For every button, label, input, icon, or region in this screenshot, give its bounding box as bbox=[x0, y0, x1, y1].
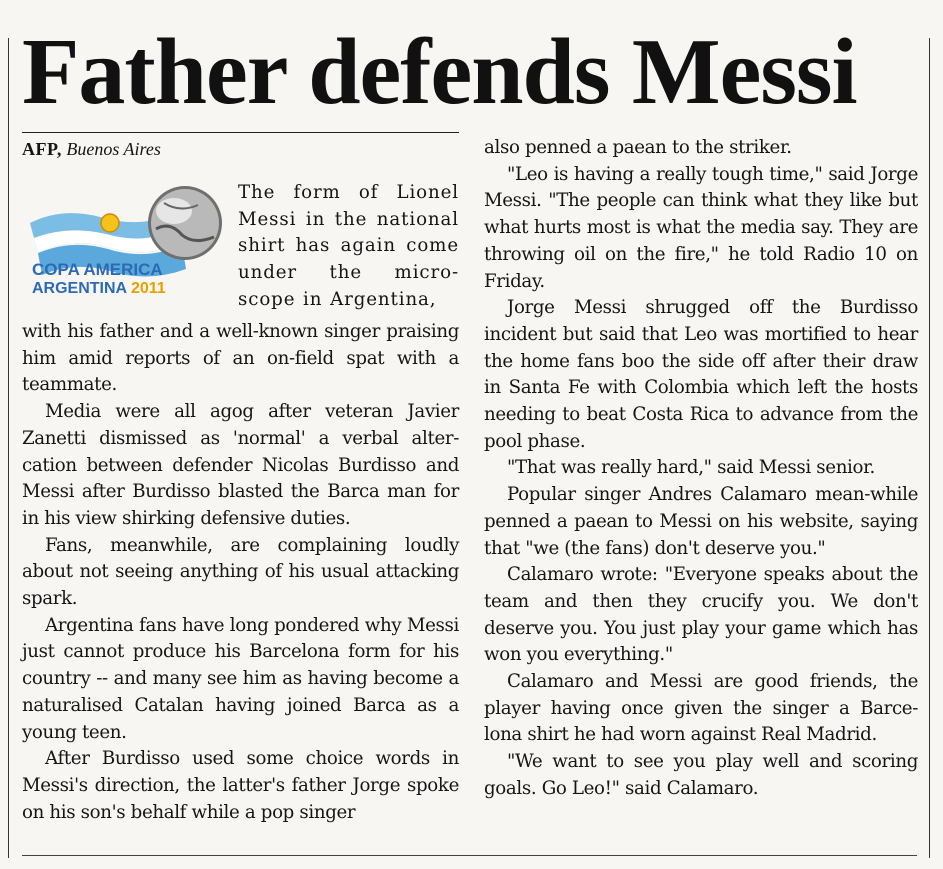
right-border bbox=[929, 38, 930, 858]
logo-line2-prefix: ARGENTINA bbox=[32, 280, 131, 297]
paragraph-5-cont: also penned a paean to the striker. bbox=[484, 137, 792, 158]
bottom-divider bbox=[22, 855, 917, 856]
paragraph-1-top: The form of Lionel Messi in the national shirt has again come under the micro-scope in Argentina, bbox=[238, 182, 459, 310]
paragraph-2: Media were all agog after veteran Javier Zanetti dismissed as 'normal' a verbal alter-cation between defender Nicolas Burdisso and Messi after Burdisso blasted the Barca man for in his view shirking defensive duties. bbox=[22, 401, 459, 529]
column-2 bbox=[484, 135, 918, 803]
paragraph-1-rest: with his father and a well-known singer praising him amid reports of an on-field spat with a teammate. bbox=[22, 321, 459, 396]
byline-divider bbox=[22, 132, 459, 133]
paragraph-3: Fans, meanwhile, are complaining loudly about not seeing anything of his usual attacking spark. bbox=[22, 534, 459, 610]
byline-place: Buenos Aires bbox=[66, 139, 161, 159]
headline: Father defends Messi bbox=[22, 20, 857, 124]
paragraph-9: Popular singer Andres Calamaro mean-while penned a paean to Messi on his website, saying that "we (the fans) don't deserve you." bbox=[484, 484, 918, 559]
lead-paragraph-top bbox=[238, 180, 459, 314]
logo-year: 2011 bbox=[130, 280, 166, 297]
paragraph-5: After Burdisso used some choice words in Messi's direction, the latter's father Jorge spoke on his son's behalf while a pop singer bbox=[22, 748, 459, 823]
paragraph-6: "Leo is having a really tough time," said Jorge Messi. "The people can think what they like but what hurts most is what the media say. They are throwing oil on the fire," he told Radio 10 on Friday. bbox=[484, 163, 918, 292]
column-1 bbox=[22, 319, 459, 826]
byline-agency: AFP, bbox=[22, 139, 62, 159]
paragraph-11: Calamaro and Messi are good friends, the player having once given the singer a Barce-lona shirt he had worn against Real Madrid. bbox=[484, 671, 918, 746]
logo-line1: COPA AMERICA bbox=[32, 260, 163, 279]
byline bbox=[22, 138, 161, 160]
paragraph-7: Jorge Messi shrugged off the Burdisso incident but said that Leo was mortified to hear the home fans boo the side off after their draw in Santa Fe with Colombia which left the hosts needing to beat Costa Rica to advance from the pool phase. bbox=[484, 297, 918, 452]
paragraph-4: Argentina fans have long pondered why Messi just cannot produce his Barcelona form for his country -- and many see him as having become a naturalised Catalan having joined Barca as a young teen. bbox=[22, 614, 459, 743]
left-border bbox=[8, 38, 9, 858]
paragraph-12: "We want to see you play well and scoring goals. Go Leo!" said Calamaro. bbox=[484, 751, 918, 799]
logo-line2 bbox=[32, 280, 166, 297]
paragraph-10: Calamaro wrote: "Everyone speaks about the team and then they crucify you. We don't deserve you. You just play your game which has won you everything." bbox=[484, 564, 918, 666]
paragraph-8: "That was really hard," said Messi senior. bbox=[507, 457, 875, 479]
copa-america-logo bbox=[22, 183, 227, 299]
